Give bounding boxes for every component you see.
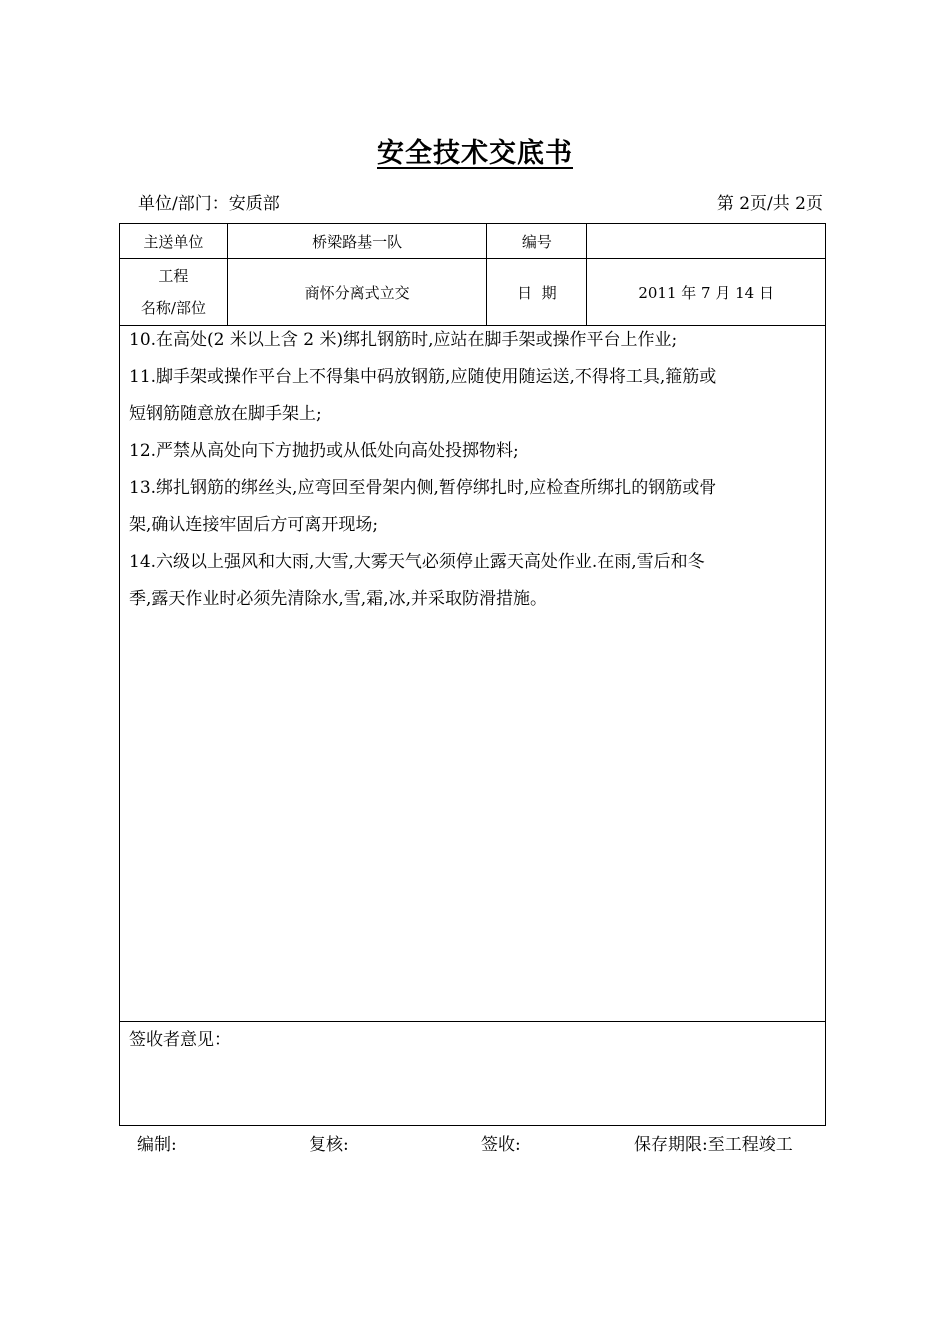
content-line: 13.绑扎钢筋的绑丝头,应弯回至骨架内侧,暂停绑扎时,应检查所绑扎的钢筋或骨 <box>129 478 717 498</box>
reviewed-by-label: 复核: <box>309 1135 349 1155</box>
retention-period-label: 保存期限:至工程竣工 <box>634 1135 793 1155</box>
content-line: 14.六级以上强风和大雨,大雪,大雾天气必须停止露天高处作业.在雨,雪后和冬 <box>129 552 705 572</box>
content-line: 季,露天作业时必须先清除水,雪,霜,冰,并采取防滑措施。 <box>129 589 548 609</box>
sender-label: 主送单位 <box>120 224 228 259</box>
content-line: 11.脚手架或操作平台上不得集中码放钢筋,应随使用随运送,不得将工具,箍筋或 <box>129 367 717 387</box>
recipient-opinion-label: 签收者意见： <box>129 1030 231 1050</box>
number-value <box>587 224 826 259</box>
project-label <box>120 259 228 326</box>
project-label-line-2: 名称/部位 <box>140 299 206 317</box>
recipient-opinion-box <box>119 1021 826 1126</box>
header-info-table <box>119 223 826 326</box>
received-by-label: 签收: <box>481 1135 521 1155</box>
date-label: 日 期 <box>487 259 587 326</box>
content-line: 12.严禁从高处向下方抛扔或从低处向高处投掷物料; <box>129 441 519 461</box>
number-label: 编号 <box>487 224 587 259</box>
sender-value: 桥梁路基一队 <box>227 224 487 259</box>
project-value: 商怀分离式立交 <box>227 259 487 326</box>
content-line: 10.在高处(2 米以上含 2 米)绑扎钢筋时,应站在脚手架或操作平台上作业; <box>129 330 678 350</box>
project-label-line-1: 工程 <box>158 267 189 285</box>
content-line: 短钢筋随意放在脚手架上; <box>129 404 322 424</box>
unit-department: 单位/部门：安质部 <box>138 194 280 214</box>
document-title: 安全技术交底书 <box>377 138 573 169</box>
page-number: 第 2页/共 2页 <box>716 194 823 214</box>
prepared-by-label: 编制: <box>137 1135 177 1155</box>
date-value: 2011 年 7 月 14 日 <box>587 259 826 326</box>
disclosure-content <box>119 326 826 1022</box>
content-line: 架,确认连接牢固后方可离开现场; <box>129 515 379 535</box>
